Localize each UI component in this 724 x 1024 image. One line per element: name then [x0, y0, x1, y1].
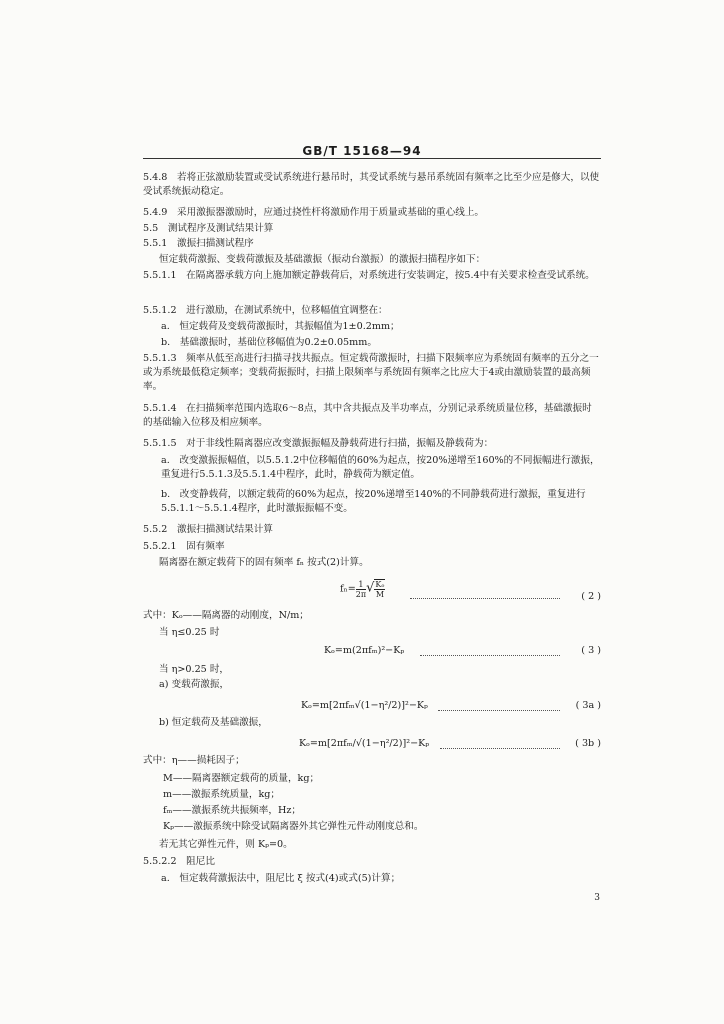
header-rule [143, 158, 601, 159]
condition-eta-le: 当 η≤0.25 时 [159, 627, 220, 638]
def-m: m——激振系统质量，kg； [163, 789, 280, 800]
clause-5-5-1-4: 5.5.1.4 在扫描频率范围内选取6～8点，其中含共振点及半功率点，分别记录系统质量位移，基础激振时的基础输入位移及相应频率。 [143, 403, 592, 428]
clause-5-5-1-2: 5.5.1.2 进行激励，在测试系统中，位移幅值宜调整在： [143, 305, 388, 316]
case-b: b) 恒定载荷及基础激振， [159, 717, 268, 728]
clause-5-5-1-5-a: a. 改变激振振幅值，以5.5.1.2中位移幅值的60%为起点，按20%递增至160%的不同振幅进行激振，重复进行5.5.1.3及5.5.1.4中程序，此时，静载荷为额定值。 [161, 455, 600, 480]
equation-2: fₙ= $\frac{1}{2\pi}$ √ $\frac{\text{Kₒ}}{M}$ [340, 579, 385, 599]
equation-3-number: ( 3 ) [581, 645, 601, 656]
def-M: M——隔离器额定载荷的质量，kg； [163, 773, 320, 784]
equation-3a-number: ( 3a ) [575, 700, 601, 711]
def-kp: Kₚ——激振系统中除受试隔离器外其它弹性元件动刚度总和。 [163, 821, 424, 832]
clause-5-5-2-1: 5.5.2.1 固有频率 [143, 541, 225, 552]
equation-3a: Kₒ=m[2πfₘ√(1−η²/2)]²−Kₚ [301, 700, 428, 711]
clause-5-5-1-3: 5.5.1.3 频率从低至高进行扫描寻找共振点。恒定载荷激振时，扫描下限频率应为系统固有频率的五分之一或为系统最低稳定频率；变载荷振振时，扫描上限频率与系统固有频率之比应大于4或由激励装置的最高频率。 [143, 353, 599, 392]
clause-5-5: 5.5 测试程序及测试结果计算 [143, 223, 274, 234]
condition-eta-gt: 当 η>0.25 时， [159, 664, 230, 675]
clause-5-4-8: 5.4.8 若将正弦激励装置或受试系统进行悬吊时，其受试系统与悬吊系统固有频率之比至少应是修大，以使受试系统振动稳定。 [143, 172, 600, 197]
clause-5-5-2-2: 5.5.2.2 阻尼比 [143, 856, 215, 867]
equation-3b: Kₒ=m[2πfₘ/√(1−η²/2)]²−Kₚ [299, 738, 430, 749]
document-header: GB/T 15168—94 [302, 144, 422, 158]
clause-5-5-1-2-a: a. 恒定载荷及变载荷激振时，其振幅值为1±0.2mm； [161, 321, 400, 332]
equation-3b-number: ( 3b ) [575, 738, 601, 749]
clause-5-5-1-2-b: b. 基础激振时，基础位移幅值为0.2±0.05mm。 [161, 337, 377, 348]
clause-5-5-1-5-b: b. 改变静载荷，以额定载荷的60%为起点，按20%递增至140%的不同静载荷进行激振，重复进行5.5.1.1～5.5.1.4程序，此时激振振幅不变。 [161, 489, 586, 514]
equation-2-number: ( 2 ) [581, 591, 601, 602]
leader-dots [440, 748, 560, 749]
leader-dots [410, 598, 560, 599]
def-kp-note: 若无其它弹性元件，则 Kₚ=0。 [159, 839, 293, 850]
case-a: a) 变载荷激振， [159, 679, 230, 690]
page-number: 3 [594, 893, 600, 903]
def-fm: fₘ——激振系统共振频率，Hz； [163, 805, 301, 816]
where-eta: 式中：η——损耗因子； [143, 755, 245, 766]
clause-5-5-1-intro: 恒定载荷激振、变载荷激振及基础激振（振动台激振）的激振扫描程序如下： [159, 254, 486, 265]
clause-5-5-2-2-a: a. 恒定载荷激振法中，阻尼比 ξ 按式(4)或式(5)计算； [161, 873, 401, 884]
equation-3: Kₒ=m(2πfₘ)²−Kₚ [324, 645, 405, 656]
clause-5-5-1-1: 5.5.1.1 在隔离器承载方向上施加额定静载荷后，对系统进行安装调定，按5.4中有关要求检查受试系统。 [143, 270, 595, 281]
clause-5-5-2-1-text: 隔离器在额定载荷下的固有频率 fₙ 按式(2)计算。 [159, 557, 369, 568]
leader-dots [420, 655, 560, 656]
leader-dots [438, 710, 560, 711]
clause-5-5-1-5: 5.5.1.5 对于非线性隔离器应改变激振振幅及静载荷进行扫描，振幅及静载荷为： [143, 438, 494, 449]
clause-5-5-1: 5.5.1 激振扫描测试程序 [143, 238, 254, 249]
clause-5-4-9: 5.4.9 采用激振器激励时，应通过挠性杆将激励作用于质量或基础的重心线上。 [143, 207, 485, 218]
where-k0: 式中：Kₒ——隔离器的动刚度，N/m； [143, 610, 309, 621]
clause-5-5-2: 5.5.2 激振扫描测试结果计算 [143, 524, 273, 535]
